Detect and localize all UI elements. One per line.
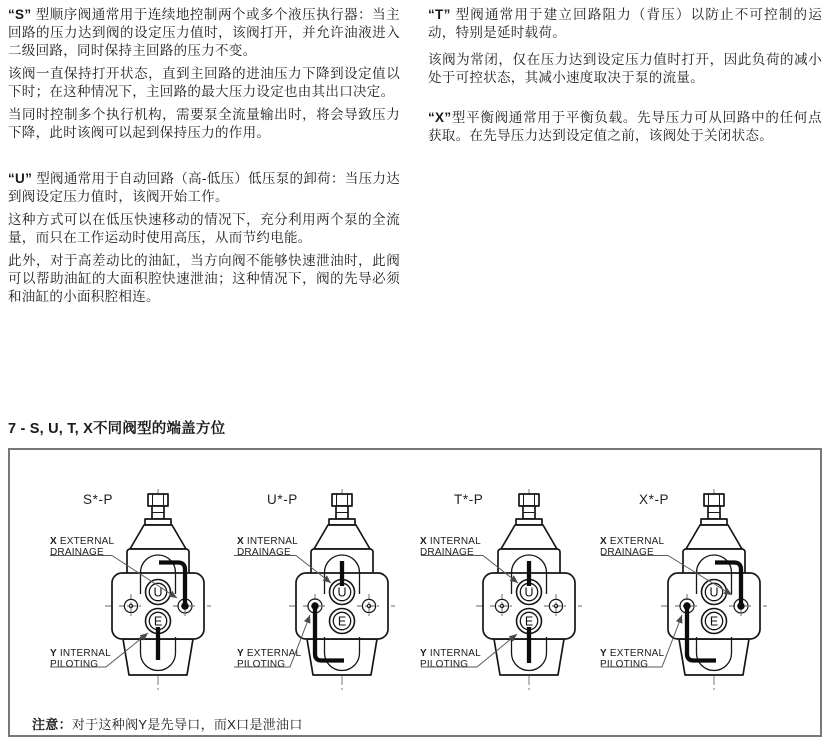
intro-left-column (8, 6, 400, 311)
y-port-letter: Y (237, 648, 244, 659)
paragraph-text: 型顺序阀通常用于连续地控制两个或多个液压执行器：当主回路的压力达到阀的设定压力值时，该阀打开，并允许油液进入二级回路，同时保持主回路的压力不变。 (8, 7, 400, 58)
paragraph-s-1 (8, 6, 400, 60)
note-text: 对于这种阀Y是先导口，而X口是泄油口 (71, 717, 303, 732)
upper-port-letter: U (709, 585, 719, 600)
valve-title-t: T*-P (454, 492, 484, 507)
y-port-text: INTERNAL (426, 648, 481, 659)
adjuster-cap (704, 494, 724, 506)
adjuster-flange (329, 519, 355, 525)
lower-port-letter: E (524, 614, 534, 629)
y-port-text: EXTERNAL (606, 648, 665, 659)
paragraph-x-1 (428, 109, 822, 145)
y-port-label-line2: PILOTING (600, 659, 649, 670)
lower-port-letter: E (153, 614, 163, 629)
upper-port-letter: U (153, 585, 163, 600)
valve-type-lead-t: “T” (428, 7, 456, 22)
adjuster-cap (519, 494, 539, 506)
y-port-label-line2: PILOTING (50, 659, 99, 670)
lower-port-letter: E (709, 614, 719, 629)
y-port-letter: Y (50, 648, 57, 659)
adjuster-flange (516, 519, 542, 525)
valve-title-x: X*-P (639, 492, 670, 507)
bonnet (501, 525, 557, 549)
bonnet (314, 525, 370, 549)
adjuster-flange (145, 519, 171, 525)
x-port-letter: X (50, 536, 57, 547)
valve-diagram-t (413, 487, 608, 692)
adjuster-flange (701, 519, 727, 525)
paragraph-text: 型阀通常用于建立回路阻力（背压）以防止不可控制的运动，特别是延时载荷。 (428, 7, 822, 40)
paragraph-text: 型平衡阀通常用于平衡负载。先导压力可从回路中的任何点获取。在先导压力达到设定值之前，该阀处于关闭状态。 (428, 110, 822, 143)
x-port-letter: X (237, 536, 244, 547)
valve-title-s: S*-P (83, 492, 114, 507)
y-port-letter: Y (600, 648, 607, 659)
x-port-text: EXTERNAL (606, 536, 665, 547)
paragraph-s-3 (8, 106, 400, 142)
x-port-label-line2: DRAINAGE (420, 547, 474, 558)
adjuster-cap (148, 494, 168, 506)
adjuster-cap (332, 494, 352, 506)
paragraph-u-1 (8, 170, 400, 206)
x-port-text: INTERNAL (426, 536, 481, 547)
paragraph-text: 该阀为常闭，仅在压力达到设定压力值时打开，因此负荷的减小处于可控状态，其减小速度取决于泵的流量。 (428, 52, 822, 85)
valve-title-u: U*-P (267, 492, 298, 507)
paragraph-text: 此外，对于高差动比的油缸，当方向阀不能够快速泄油时，此阀可以帮助油缸的大面积腔快速泄油；这种情况下，阀的先导必须和油缸的小面积腔相连。 (8, 253, 400, 304)
valve-diagram-x (598, 487, 793, 692)
figure-heading: 7 - S, U, T, X不同阀型的端盖方位 (8, 421, 226, 437)
valve-type-lead-s: “S” (8, 7, 36, 22)
y-port-label-line2: PILOTING (420, 659, 469, 670)
x-port-letter: X (600, 536, 607, 547)
note-lead: 注意： (32, 717, 72, 732)
y-port-text: EXTERNAL (243, 648, 302, 659)
valve-diagram-s (42, 487, 237, 692)
paragraph-u-2 (8, 211, 400, 247)
figure-note (32, 714, 303, 733)
x-port-text: INTERNAL (243, 536, 298, 547)
x-port-text: EXTERNAL (56, 536, 115, 547)
upper-port-letter: U (337, 585, 347, 600)
paragraph-text: 这种方式可以在低压快速移动的情况下，充分利用两个泵的全流量，而只在工作运动时使用高压，从而节约电能。 (8, 212, 400, 245)
lower-port-letter: E (337, 614, 347, 629)
bonnet (686, 525, 742, 549)
y-port-label-line2: PILOTING (237, 659, 286, 670)
y-port-text: INTERNAL (56, 648, 111, 659)
intro-right-column (428, 6, 822, 154)
x-port-label-line2: DRAINAGE (237, 547, 291, 558)
paragraph-text: 型阀通常用于自动回路（高-低压）低压泵的卸荷：当压力达到阀设定压力值时，该阀开始工作。 (8, 171, 400, 204)
paragraph-u-3 (8, 252, 400, 306)
paragraph-s-2 (8, 65, 400, 101)
upper-port-letter: U (524, 585, 534, 600)
figure-box (8, 448, 822, 737)
bonnet (130, 525, 186, 549)
x-port-label-line2: DRAINAGE (50, 547, 104, 558)
valve-diagram-u (226, 487, 421, 692)
y-port-letter: Y (420, 648, 427, 659)
paragraph-t-1 (428, 6, 822, 42)
valve-type-lead-u: “U” (8, 171, 37, 186)
valve-type-lead-x: “X” (428, 110, 452, 125)
paragraph-text: 当同时控制多个执行机构，需要泵全流量输出时，将会导致压力下降，此时该阀可以起到保持压力的作用。 (8, 107, 400, 140)
paragraph-t-2 (428, 51, 822, 87)
x-port-label-line2: DRAINAGE (600, 547, 654, 558)
x-port-letter: X (420, 536, 427, 547)
paragraph-text: 该阀一直保持打开状态，直到主回路的进油压力下降到设定值以下时；在这种情况下，主回路的最大压力设定也由其出口决定。 (8, 66, 400, 99)
